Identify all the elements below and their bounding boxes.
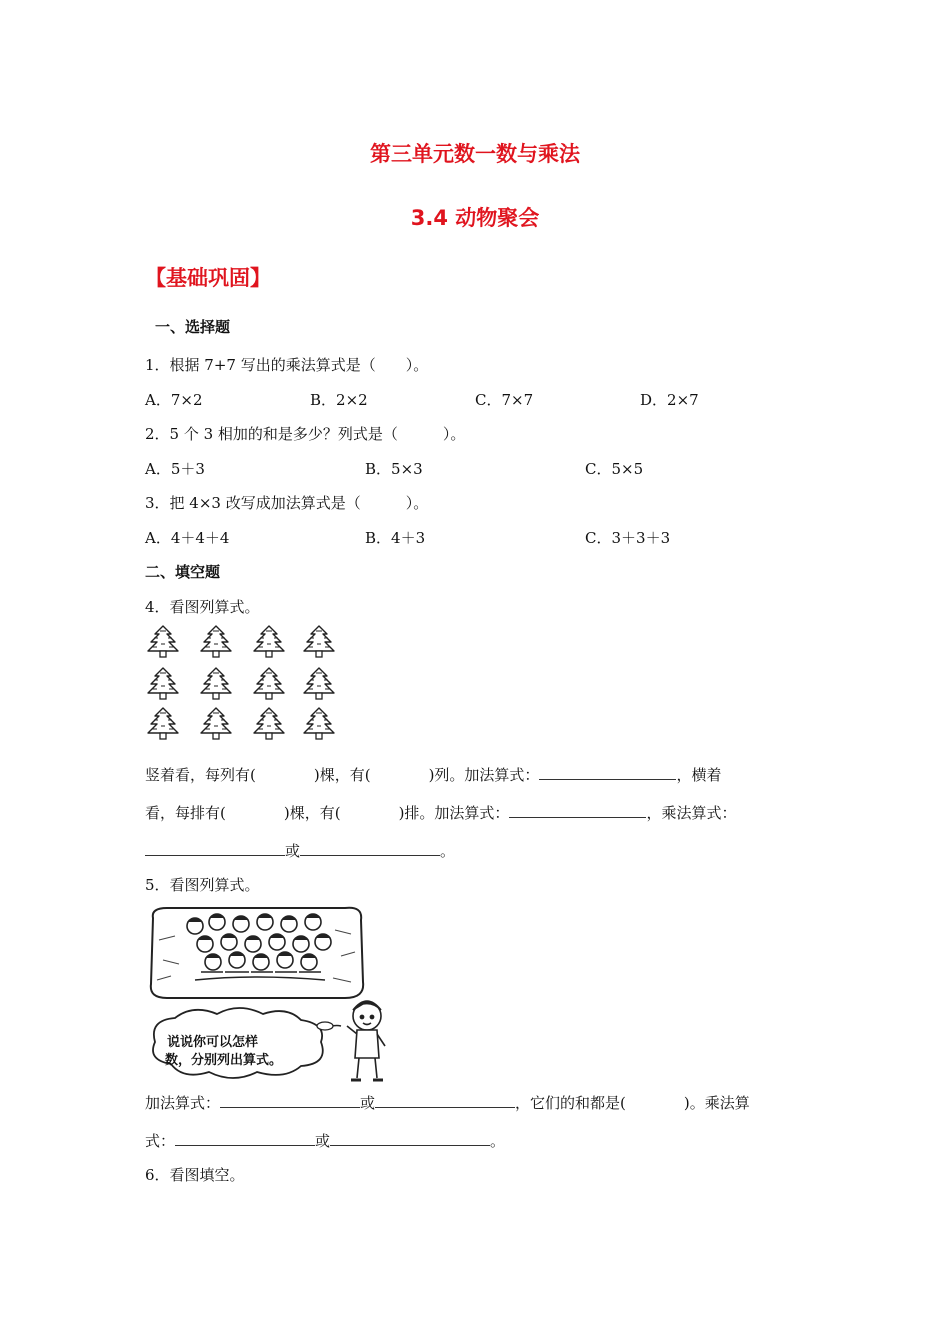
children-crowd-illustration xyxy=(145,900,395,1090)
question-5-line-2: 式： 或 。 xyxy=(145,1132,506,1150)
question-6-stem: 6．看图填空。 xyxy=(145,1166,245,1184)
tree-icon xyxy=(148,708,178,739)
question-2-option-b: B．5×3 xyxy=(365,460,423,478)
question-4-line-3: 或 。 xyxy=(145,840,455,861)
tree-icon xyxy=(304,708,334,739)
question-3-option-a: A．4＋4＋4 xyxy=(145,529,230,547)
question-5-stem: 5．看图列算式。 xyxy=(145,876,260,894)
question-1-option-b: B．2×2 xyxy=(310,391,368,409)
tree-icon xyxy=(201,708,231,739)
section-choice-heading: 一、选择题 xyxy=(155,318,231,336)
tree-icon xyxy=(148,668,178,699)
tree-icon xyxy=(254,626,284,657)
tree-icon xyxy=(201,626,231,657)
answer-blank[interactable] xyxy=(175,1131,315,1146)
answer-blank[interactable] xyxy=(509,803,646,818)
answer-blank[interactable] xyxy=(330,1131,490,1146)
tree-icon xyxy=(304,668,334,699)
bubble-text-line-1: 说说你可以怎样 xyxy=(167,1035,259,1050)
section-tag: 【基础巩固】 xyxy=(145,266,271,290)
boy-figure-icon xyxy=(347,1001,385,1080)
question-2-stem: 2．5 个 3 相加的和是多少？列式是（ ）。 xyxy=(145,425,466,443)
question-5-line-1: 加法算式： 或 ，它们的和都是( )。乘法算 xyxy=(145,1094,750,1112)
children-heads-icon xyxy=(187,914,331,970)
tree-grid-illustration xyxy=(145,622,345,744)
question-1-stem: 1．根据 7+7 写出的乘法算式是（ ）。 xyxy=(145,356,429,374)
question-4-stem: 4．看图列算式。 xyxy=(145,598,260,616)
section-fill-heading: 二、填空题 xyxy=(145,563,221,581)
lesson-title: 3.4 动物聚会 xyxy=(410,206,540,230)
question-1-option-a: A．7×2 xyxy=(145,391,203,409)
question-2-option-a: A．5＋3 xyxy=(145,460,205,478)
tree-icon xyxy=(304,626,334,657)
tree-icon xyxy=(148,626,178,657)
answer-blank[interactable] xyxy=(145,841,285,856)
question-3-stem: 3．把 4×3 改写成加法算式是（ ）。 xyxy=(145,494,429,512)
question-4-line-1: 竖着看，每列有( )棵，有( )列。加法算式： ，横着 xyxy=(145,766,722,784)
answer-blank[interactable] xyxy=(539,765,676,780)
answer-blank[interactable] xyxy=(300,841,440,856)
tree-icon xyxy=(254,708,284,739)
question-4-line-2: 看，每排有( )棵，有( )排。加法算式： ，乘法算式： xyxy=(145,804,737,822)
tree-icon xyxy=(201,668,231,699)
question-2-option-c: C．5×5 xyxy=(585,460,644,478)
question-1-option-d: D．2×7 xyxy=(640,391,699,409)
question-1-option-c: C．7×7 xyxy=(475,391,534,409)
tree-icon xyxy=(254,668,284,699)
answer-blank[interactable] xyxy=(375,1093,515,1108)
bubble-text-line-2: 数，分别列出算式。 xyxy=(165,1053,283,1068)
answer-blank[interactable] xyxy=(220,1093,360,1108)
question-3-option-b: B．4＋3 xyxy=(365,529,426,547)
unit-title: 第三单元数一数与乘法 xyxy=(370,142,580,166)
question-3-option-c: C．3＋3＋3 xyxy=(585,529,671,547)
